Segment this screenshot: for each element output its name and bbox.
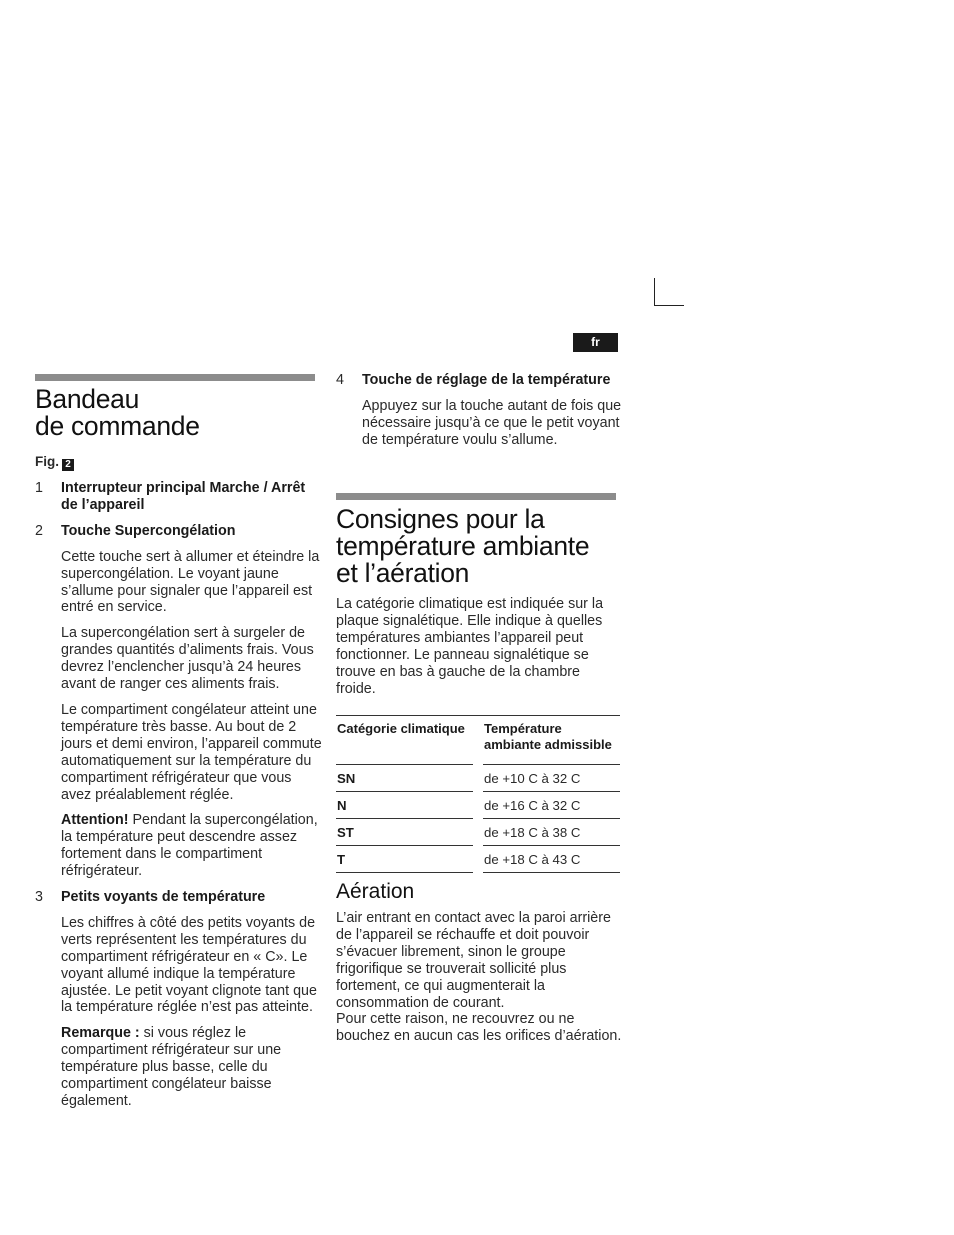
aeration-section [336,880,622,1045]
table-row [336,765,620,792]
item-title: Petits voyants de température [61,889,266,906]
item-title: Touche Supercongélation [61,522,236,539]
header-ambient-temperature [483,716,620,765]
list-item-3 [35,889,325,906]
temperature-range-cell: de +18 C à 43 C [483,846,620,873]
header-climate-class: Catégorie climatique [336,716,473,765]
list-item-1 [35,480,325,514]
table-row [336,819,620,846]
header-line-1: Température [484,721,562,736]
item-number: 3 [35,889,43,906]
paragraph: Pour cette raison, ne recouvrez ou ne bouchez en aucun cas les orifices d’aération. [336,1011,622,1045]
temperature-range-cell: de +10 C à 32 C [483,765,620,792]
paragraph: Les chiffres à côté des petits voyants de verts représentent les températures du compartiment réfrigérateur en « C». Le voyant allumé indique la température ajustée. Le petit voyant clignote tant que la température réglée n’est pas atteinte. [61,914,317,1016]
attention-text: Pendant la supercongélation, la température peut descendre assez fortement dans le compartiment réfrigérateur. [61,812,318,880]
paragraph: La supercongélation sert à surgeler de grandes quantités d’aliments frais. Vous devrez l’enclencher jusqu’à 24 heures avant de ranger ces aliments frais. [61,625,314,693]
crop-mark-vertical [654,278,655,306]
note-paragraph [61,1025,325,1110]
title-line-1: Consignes pour la [336,504,545,534]
intro-paragraph: La catégorie climatique est indiquée sur la plaque signalétique. Elle indique à quelles températures ambiantes l’appareil peut fonctionner. Le panneau signalétique se trouve en bas à gauche de la chambre froide. [336,596,604,697]
title-line-2: de commande [35,411,200,441]
table-row [336,846,620,873]
figure-reference [35,454,325,471]
language-tab: fr [573,333,618,352]
note-label: Remarque : [61,1025,140,1042]
climate-class-cell: T [336,846,473,873]
temperature-range-cell: de +18 C à 38 C [483,819,620,846]
item-number: 2 [35,522,43,539]
item-number: 1 [35,480,43,496]
climate-class-cell: SN [336,765,473,792]
fig-number-badge: 2 [62,459,74,471]
fig-label: Fig. [35,454,59,469]
item-4-block [336,372,622,449]
climate-class-cell: N [336,792,473,819]
title-line-3: et l’aération [336,558,470,588]
section-title-bandeau [35,386,325,440]
table-header-row [336,716,620,765]
header-line-2: ambiante admissible [484,737,612,752]
list-item-2 [35,523,325,540]
note-text: si vous réglez le compartiment réfrigérateur sur une température plus basse, celle du compartiment congélateur baisse également. [61,1025,282,1109]
list-item-4 [336,372,622,389]
item-title: Touche de réglage de la température [362,372,611,388]
section-title-consignes [336,506,622,587]
left-column [35,386,325,1110]
item-number: 4 [336,372,344,388]
title-line-1: Bandeau [35,384,140,414]
consignes-section [336,506,622,697]
paragraph: Appuyez sur la touche autant de fois que nécessaire jusqu’à ce que le petit voyant de température voulu s’allume. [362,397,622,448]
table-row [336,792,620,819]
attention-label: Attention! [61,812,129,829]
attention-paragraph [61,812,325,880]
item-4-body [336,398,622,449]
item-2-body [35,549,325,880]
section-rule-left [35,374,315,381]
subsection-title-aeration: Aération [336,880,415,903]
crop-mark-horizontal [654,305,684,306]
paragraph: L’air entrant en contact avec la paroi arrière de l’appareil se réchauffe et doit pouvoir s’évacuer librement, sinon le groupe frigorifique se trouverait sollicité plus fortement, ce qui augmenterait la consommation de courant. [336,910,611,1011]
paragraph: Le compartiment congélateur atteint une température très basse. Au bout de 2 jours et demi environ, l’appareil commute automatiquement sur la température du compartiment réfrigérateur que vous avez préalablement réglée. [61,701,322,803]
title-line-2: température ambiante [336,531,590,561]
climate-class-table [336,715,620,873]
section-rule-right [336,493,616,500]
climate-class-cell: ST [336,819,473,846]
item-3-body [35,915,325,1110]
temperature-range-cell: de +16 C à 32 C [483,792,620,819]
paragraph: Cette touche sert à allumer et éteindre la supercongélation. Le voyant jaune s’allume pour signaler que l’appareil est entré en service. [61,548,320,616]
item-title: Interrupteur principal Marche / Arrêt de l’appareil [61,480,306,513]
